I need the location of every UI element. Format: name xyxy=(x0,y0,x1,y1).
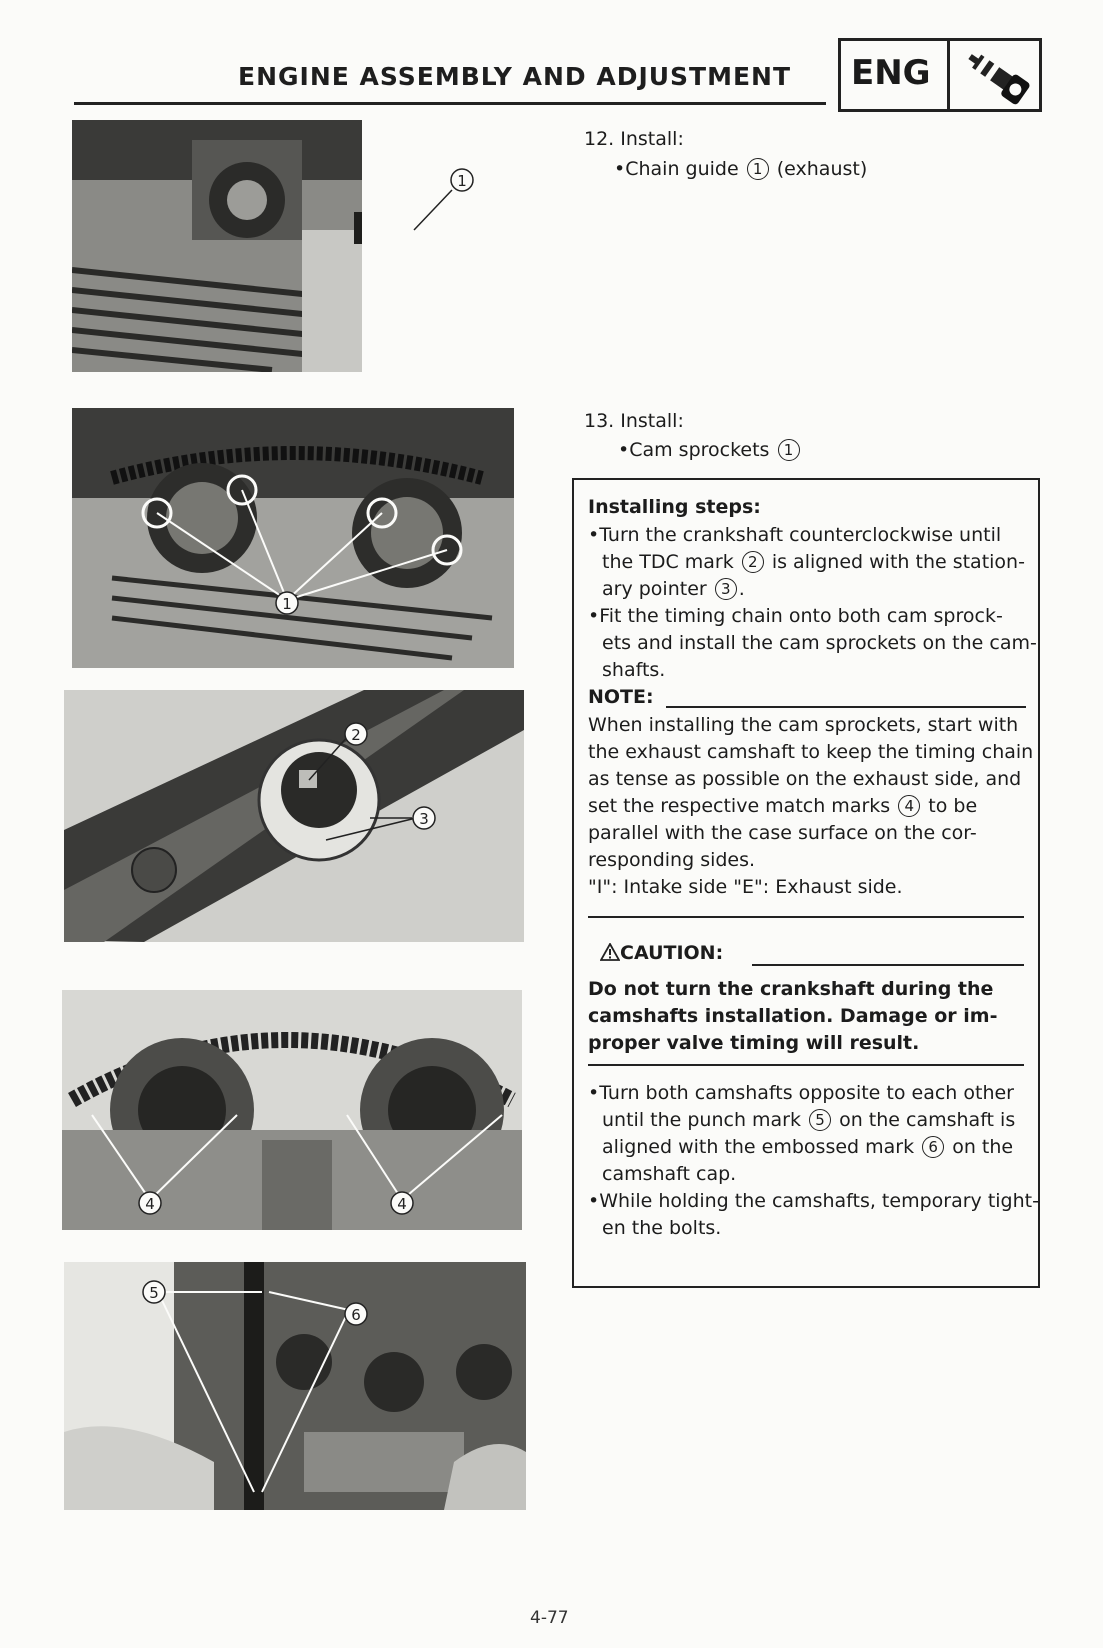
after-line-3-a: aligned with the embossed mark xyxy=(602,1136,915,1158)
wrench-plug-icon xyxy=(959,47,1039,109)
tdc-mark-ref: 2 xyxy=(742,551,764,573)
step-line-6: shafts. xyxy=(602,659,666,681)
warning-triangle-icon xyxy=(600,943,620,961)
step-12-item-suffix: (exhaust) xyxy=(776,158,868,180)
caution-heading xyxy=(600,940,723,967)
note-line-1: When installing the cam sprockets, start with xyxy=(588,714,1019,736)
step-12-ref: 1 xyxy=(747,158,769,180)
after-line-2-a: until the punch mark xyxy=(602,1109,801,1131)
cam-sprockets-photo xyxy=(72,408,514,668)
after-line-2-b: on the camshaft is xyxy=(839,1109,1016,1131)
punch-mark-photo xyxy=(64,1262,526,1510)
caution-line-3: proper valve timing will result. xyxy=(588,1032,920,1054)
installing-steps-title: Installing steps: xyxy=(588,496,761,518)
section-code: ENG xyxy=(851,53,931,93)
installing-steps-box xyxy=(572,478,1040,1288)
svg-text:1: 1 xyxy=(282,595,292,613)
page-number: 4-77 xyxy=(530,1608,569,1628)
step-12-item xyxy=(614,156,867,183)
note-line-4-b: to be xyxy=(928,795,978,817)
section-tab xyxy=(838,38,1042,112)
step-13-item-text: •Cam sprockets xyxy=(618,439,770,461)
step-line-2 xyxy=(602,549,1025,576)
step-line-3-b: . xyxy=(738,578,745,600)
after-line-2 xyxy=(602,1107,1015,1134)
note-rule xyxy=(666,706,1026,708)
note-line-6: responding sides. xyxy=(588,849,756,871)
step-line-1: •Turn the crankshaft counterclockwise until xyxy=(588,524,1002,546)
after-line-5: •While holding the camshafts, temporary tight- xyxy=(588,1190,1039,1212)
step-13-heading: 13. Install: xyxy=(584,410,684,432)
step-13-item xyxy=(618,437,802,464)
tdc-mark-photo xyxy=(64,690,524,942)
note-line-3: as tense as possible on the exhaust side, and xyxy=(588,768,1022,790)
step-12-item-text: •Chain guide xyxy=(614,158,739,180)
section-tab-divider xyxy=(947,41,950,109)
punch-mark-ref: 5 xyxy=(809,1109,831,1131)
caution-line-1: Do not turn the crankshaft during the xyxy=(588,978,994,1000)
match-marks-photo xyxy=(62,990,522,1230)
svg-text:6: 6 xyxy=(351,1306,361,1324)
caution-end-rule xyxy=(588,1064,1024,1066)
caution-rule xyxy=(752,964,1024,966)
svg-text:5: 5 xyxy=(149,1284,159,1302)
embossed-mark-ref: 6 xyxy=(922,1136,944,1158)
header-rule xyxy=(74,102,826,105)
svg-text:4: 4 xyxy=(397,1195,407,1213)
page-title: ENGINE ASSEMBLY AND ADJUSTMENT xyxy=(238,62,792,91)
note-line-4 xyxy=(588,793,977,820)
caution-line-2: camshafts installation. Damage or im- xyxy=(588,1005,998,1027)
step-13-ref: 1 xyxy=(778,439,800,461)
after-line-6: en the bolts. xyxy=(602,1217,722,1239)
svg-text:4: 4 xyxy=(145,1195,155,1213)
pointer-ref: 3 xyxy=(715,578,737,600)
note-line-7: "I": Intake side "E": Exhaust side. xyxy=(588,876,903,898)
step-line-3 xyxy=(602,576,745,603)
after-line-4: camshaft cap. xyxy=(602,1163,737,1185)
note-end-rule xyxy=(588,916,1024,918)
callout-markers-2-3 xyxy=(340,720,440,840)
step-line-3-a: ary pointer xyxy=(602,578,707,600)
step-line-5: ets and install the cam sprockets on the cam- xyxy=(602,632,1037,654)
chain-guide-photo xyxy=(72,120,362,372)
svg-text:3: 3 xyxy=(419,810,429,828)
after-line-1: •Turn both camshafts opposite to each other xyxy=(588,1082,1014,1104)
svg-text:2: 2 xyxy=(351,726,361,744)
caution-label: CAUTION: xyxy=(620,942,724,964)
svg-text:1: 1 xyxy=(457,172,467,190)
step-12-heading: 12. Install: xyxy=(584,128,684,150)
callout-leader-1 xyxy=(380,160,480,250)
match-mark-ref: 4 xyxy=(898,795,920,817)
note-line-4-a: set the respective match marks xyxy=(588,795,891,817)
step-line-2-b: is aligned with the station- xyxy=(771,551,1025,573)
note-line-5: parallel with the case surface on the cor- xyxy=(588,822,977,844)
note-line-2: the exhaust camshaft to keep the timing chain xyxy=(588,741,1034,763)
step-line-4: •Fit the timing chain onto both cam sprock- xyxy=(588,605,1003,627)
step-line-2-a: the TDC mark xyxy=(602,551,734,573)
note-label: NOTE: xyxy=(588,686,654,708)
after-line-3 xyxy=(602,1134,1013,1161)
after-line-3-b: on the xyxy=(952,1136,1014,1158)
